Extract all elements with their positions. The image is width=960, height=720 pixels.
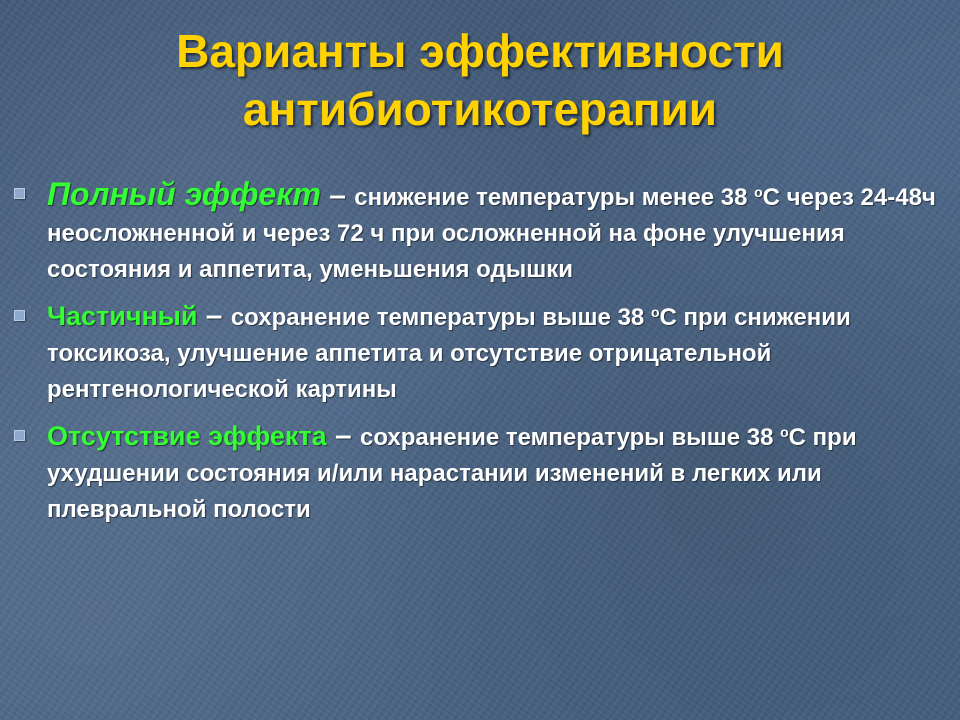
bullet-term: Частичный	[47, 301, 198, 331]
bullet-dash: –	[197, 299, 231, 332]
bullet-text-part-2: С при снижении токсикоза, улучшение аппетита и отсутствие отрицательной рентгенологической картины	[47, 304, 851, 403]
bullet-dash: –	[320, 179, 355, 212]
bullet-item-full-effect	[10, 176, 950, 288]
bullet-item-no-effect	[10, 418, 950, 528]
bullet-list	[10, 176, 950, 538]
slide-title-line-2: антибиотикотерапии	[242, 83, 718, 135]
bullet-text-part-1: сохранение температуры выше 38	[230, 304, 651, 331]
bullet-term: Полный эффект	[47, 176, 321, 212]
square-bullet-icon	[14, 430, 25, 441]
bullet-text-part-1: снижение температуры менее 38	[354, 184, 755, 211]
degree-mark: о	[780, 424, 789, 440]
bullet-dash: –	[326, 419, 360, 452]
bullet-term: Отсутствие эффекта	[47, 421, 327, 451]
square-bullet-icon	[14, 310, 25, 321]
bullet-text-part-2: С через 24-48ч неосложненной и через 72 ч при осложненной на фоне улучшения состояния и аппетита, уменьшения одышки	[47, 184, 936, 283]
bullet-text-part-1: сохранение температуры выше 38	[359, 424, 781, 451]
degree-mark: о	[650, 304, 660, 320]
square-bullet-icon	[14, 188, 25, 199]
slide-title	[0, 22, 960, 138]
bullet-item-partial-effect	[10, 298, 950, 408]
degree-mark: о	[754, 184, 763, 200]
bullet-text-part-2: С при ухудшении состояния и/или нарастании изменений в легких или плевральной полости	[47, 424, 857, 523]
slide-title-line-1: Варианты эффективности	[176, 25, 784, 77]
